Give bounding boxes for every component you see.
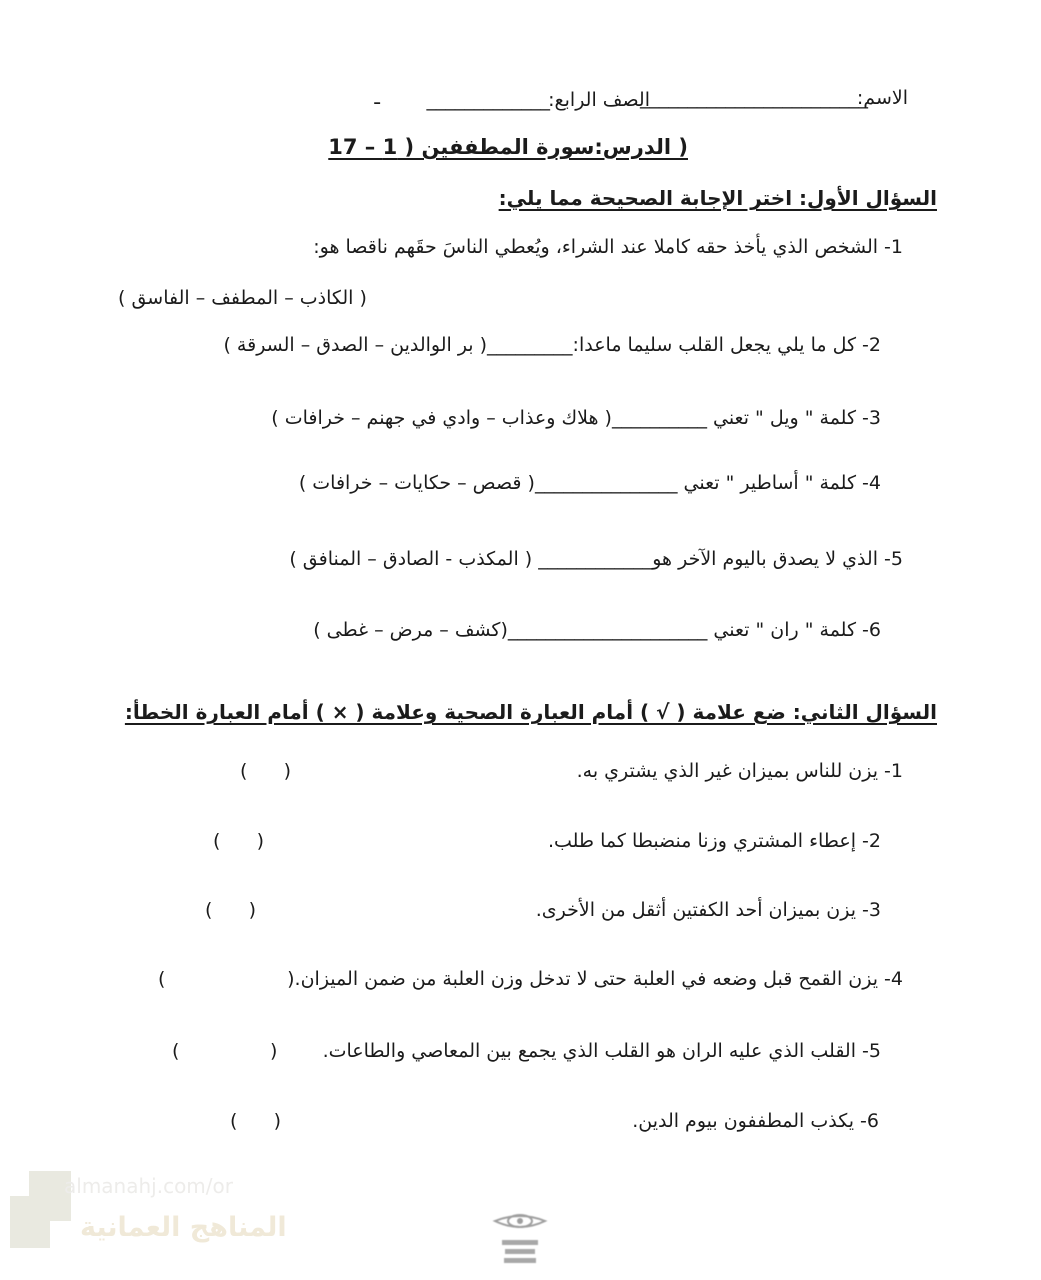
statement-2: 2- إعطاء المشتري وزنا منضبطا كما طلب. <box>547 830 881 852</box>
statement-5: 5- القلب الذي عليه الران هو القلب الذي يجمع بين المعاصي والطاعات. <box>322 1040 881 1062</box>
name-label: الاسم: <box>856 87 908 109</box>
section1-heading: السؤال الأول: اختر الإجابة الصحيحة مما يلي: <box>498 186 937 210</box>
class-label: الصف الرابع: <box>548 89 650 111</box>
statement-6: 6- يكذب المطففون بيوم الدين. <box>632 1110 879 1132</box>
answer-parens-4: ( <box>158 968 166 990</box>
question-5: 5- الذي لا يصدق باليوم الآخر هو____________ ( المكذب - الصادق – المنافق ) <box>289 548 903 570</box>
answer-parens-5: ( ) <box>172 1040 278 1062</box>
answer-parens-3: ( ) <box>205 899 257 921</box>
watermark-arabic: المناهج العمانية <box>80 1212 287 1243</box>
section2-heading: السؤال الثاني: ضع علامة ( √ ) أمام العبارة الصحية وعلامة ( × ) أمام العبارة الخطأ: <box>124 700 937 724</box>
name-blank-line: ________________________ <box>640 87 868 109</box>
class-blank-line: _____________ <box>426 89 550 111</box>
question-2: 2- كل ما يلي يجعل القلب سليما ماعدا:_________( بر الوالدين – الصدق – السرقة ) <box>223 334 881 356</box>
stray-dash: ـ <box>374 87 380 109</box>
answer-parens-2: ( ) <box>213 830 265 852</box>
lesson-title: ( الدرس:سورة المطففين ( 1 – 17 <box>328 135 688 159</box>
statement-4: 4- يزن القمح قبل وضعه في العلبة حتى لا تدخل وزن العلبة من ضمن الميزان.( <box>287 968 903 990</box>
answer-parens-6: ( ) <box>230 1110 282 1132</box>
statement-3: 3- يزن بميزان أحد الكفتين أثقل من الأخرى. <box>535 899 881 921</box>
statement-1: 1- يزن للناس بميزان غير الذي يشتري به. <box>576 760 903 782</box>
ministry-logo <box>492 1210 548 1272</box>
logo-eye-icon <box>517 1218 523 1224</box>
answer-parens-1: ( ) <box>240 760 292 782</box>
question-6: 6- كلمة " ران " تعني _____________________(كشف – مرض – غطى ) <box>313 619 881 641</box>
question-3: 3- كلمة " ويل " تعني __________( هلاك وعذاب – وادي في جهنم – خرافات ) <box>271 407 881 429</box>
watermark-url: almanahj.com/or <box>64 1174 233 1198</box>
question-1-options: ( الكاذب – المطفف – الفاسق ) <box>118 287 367 309</box>
question-1: 1- الشخص الذي يأخذ حقه كاملا عند الشراء، ويُعطي الناسَ حقَهم ناقصا هو: <box>313 236 903 258</box>
question-4: 4- كلمة " أساطير " تعني _______________( قصص – حكايات – خرافات ) <box>298 472 881 494</box>
watermark-square-bottom <box>10 1196 50 1248</box>
